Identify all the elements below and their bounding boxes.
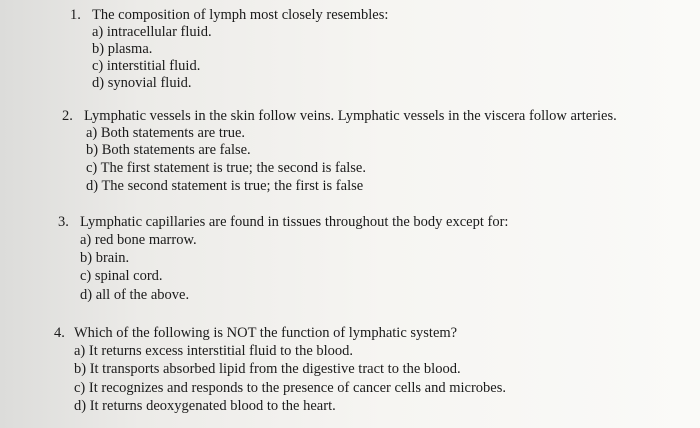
question-1-option-d: d) synovial fluid. (92, 75, 192, 91)
question-2-option-a: a) Both statements are true. (86, 125, 246, 141)
question-1-number: 1. (70, 7, 81, 23)
question-1-option-c: c) interstitial fluid. (92, 58, 201, 74)
question-4-text: Which of the following is NOT the function of lymphatic system? (74, 325, 458, 341)
question-1-text: The composition of lymph most closely resembles: (92, 7, 389, 23)
question-1-option-b: b) plasma. (92, 41, 153, 57)
question-1-option-a: a) intracellular fluid. (92, 24, 212, 40)
question-3-option-c: c) spinal cord. (80, 268, 163, 284)
question-2-option-d: d) The second statement is true; the first is false (86, 178, 364, 194)
question-4-option-b: b) It transports absorbed lipid from the digestive tract to the blood. (74, 361, 461, 377)
question-3-option-d: d) all of the above. (80, 287, 190, 303)
question-2-option-b: b) Both statements are false. (86, 142, 251, 158)
question-3-number: 3. (58, 214, 69, 230)
question-4-option-a: a) It returns excess interstitial fluid to the blood. (74, 343, 354, 359)
question-4-option-c: c) It recognizes and responds to the presence of cancer cells and microbes. (74, 380, 506, 396)
question-4-number: 4. (54, 325, 65, 341)
question-4-option-d: d) It returns deoxygenated blood to the heart. (74, 398, 336, 414)
question-2-text: Lymphatic vessels in the skin follow veins. Lymphatic vessels in the viscera follow arteries. (84, 108, 617, 124)
question-3-text: Lymphatic capillaries are found in tissues throughout the body except for: (80, 214, 509, 230)
question-3-option-b: b) brain. (80, 250, 130, 266)
question-2-number: 2. (62, 108, 73, 124)
question-3-option-a: a) red bone marrow. (80, 232, 197, 248)
question-2-option-c: c) The first statement is true; the second is false. (86, 160, 366, 176)
